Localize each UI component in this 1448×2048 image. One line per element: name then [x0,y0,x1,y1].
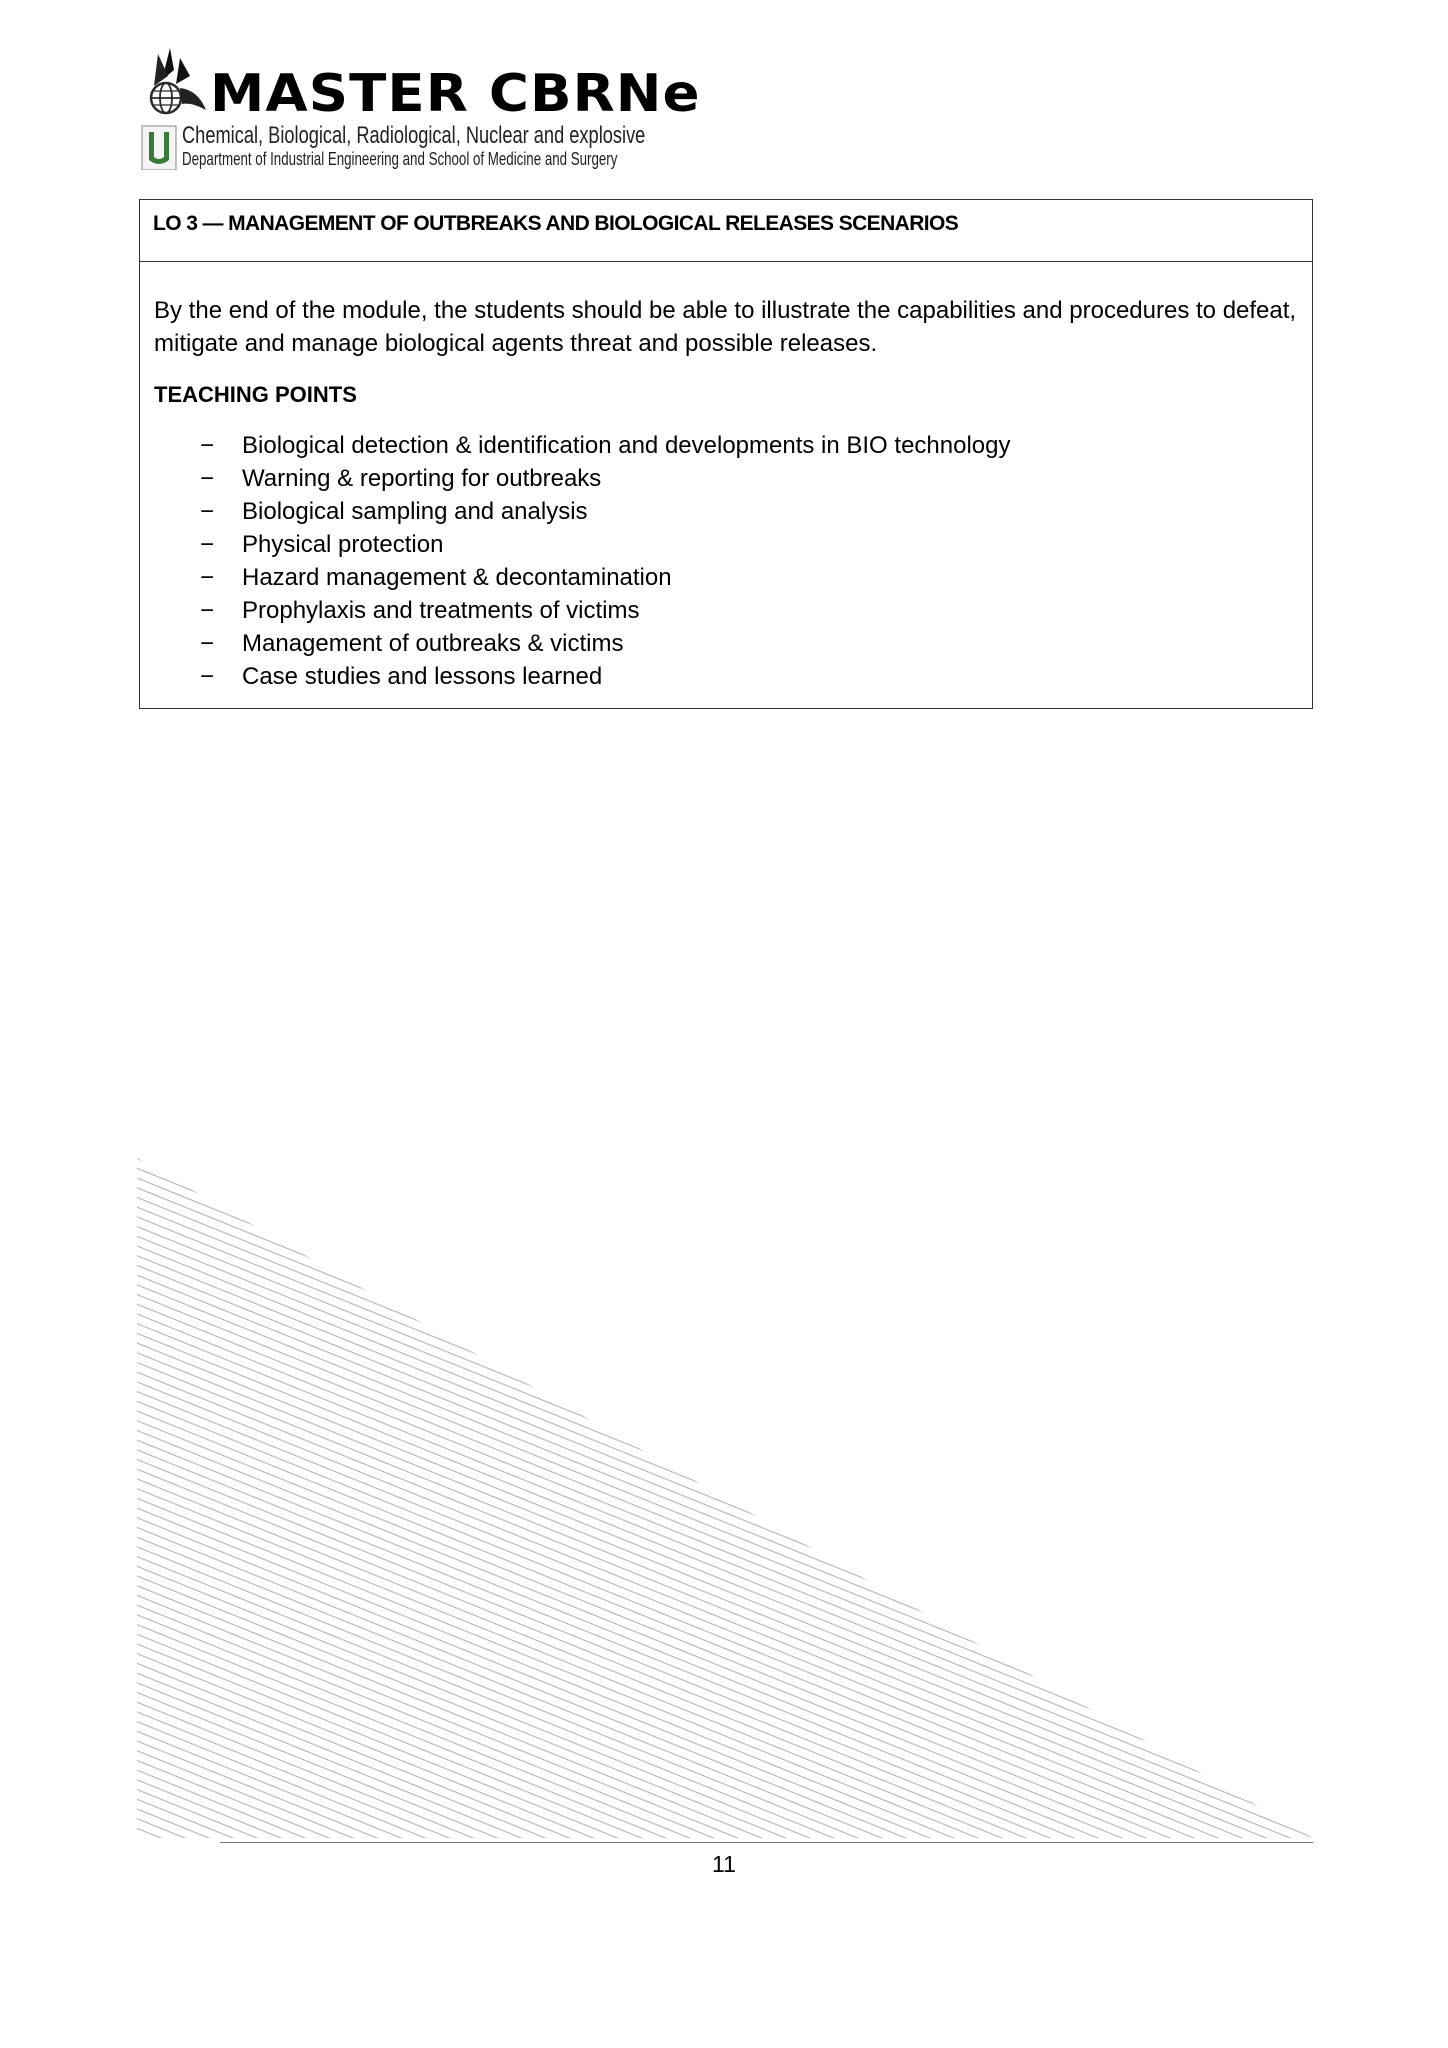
dash-bullet-icon: − [200,597,215,624]
teaching-point-text: Warning & reporting for outbreaks [242,465,602,492]
logo-department: Department of Industrial Engineering and School of Medicine and Surgery [182,149,618,169]
footer-rule [220,1842,1313,1843]
teaching-point-text: Case studies and lessons learned [242,663,603,690]
teaching-point-text: Physical protection [242,531,444,558]
logo-title: MASTER CBRNe [210,64,701,124]
teaching-point-text: Prophylaxis and treatments of victims [242,597,640,624]
learning-objective-box [139,199,1313,709]
list-item [154,429,1298,462]
teaching-points-list [154,429,1298,693]
list-item [154,528,1298,561]
teaching-point-text: Management of outbreaks & victims [242,630,624,657]
dash-bullet-icon: − [200,531,215,558]
decorative-hatched-triangle [137,1158,1313,1838]
header-logo [140,40,701,175]
learning-objective-body [140,262,1312,693]
dash-bullet-icon: − [200,564,215,591]
dash-bullet-icon: − [200,663,215,690]
list-item [154,660,1298,693]
learning-objective-intro: By the end of the module, the students should be able to illustrate the capabilities and procedures to defeat, mitigate and manage biological agents threat and possible releases. [154,297,1297,357]
learning-objective-heading: LO 3 — MANAGEMENT OF OUTBREAKS AND BIOLOGICAL RELEASES SCENARIOS [140,200,1312,262]
dash-bullet-icon: − [200,432,215,459]
list-item [154,495,1298,528]
dash-bullet-icon: − [200,465,215,492]
dash-bullet-icon: − [200,630,215,657]
list-item [154,594,1298,627]
teaching-points-heading: TEACHING POINTS [154,382,357,407]
teaching-point-text: Hazard management & decontamination [242,564,672,591]
logo-subtitle: Chemical, Biological, Radiological, Nuclear and explosive [182,122,646,149]
page-number: 11 [712,1851,736,1877]
list-item [154,462,1298,495]
teaching-point-text: Biological detection & identification and developments in BIO technology [242,432,1011,459]
dash-bullet-icon: − [200,498,215,525]
list-item [154,627,1298,660]
teaching-point-text: Biological sampling and analysis [242,498,588,525]
list-item [154,561,1298,594]
